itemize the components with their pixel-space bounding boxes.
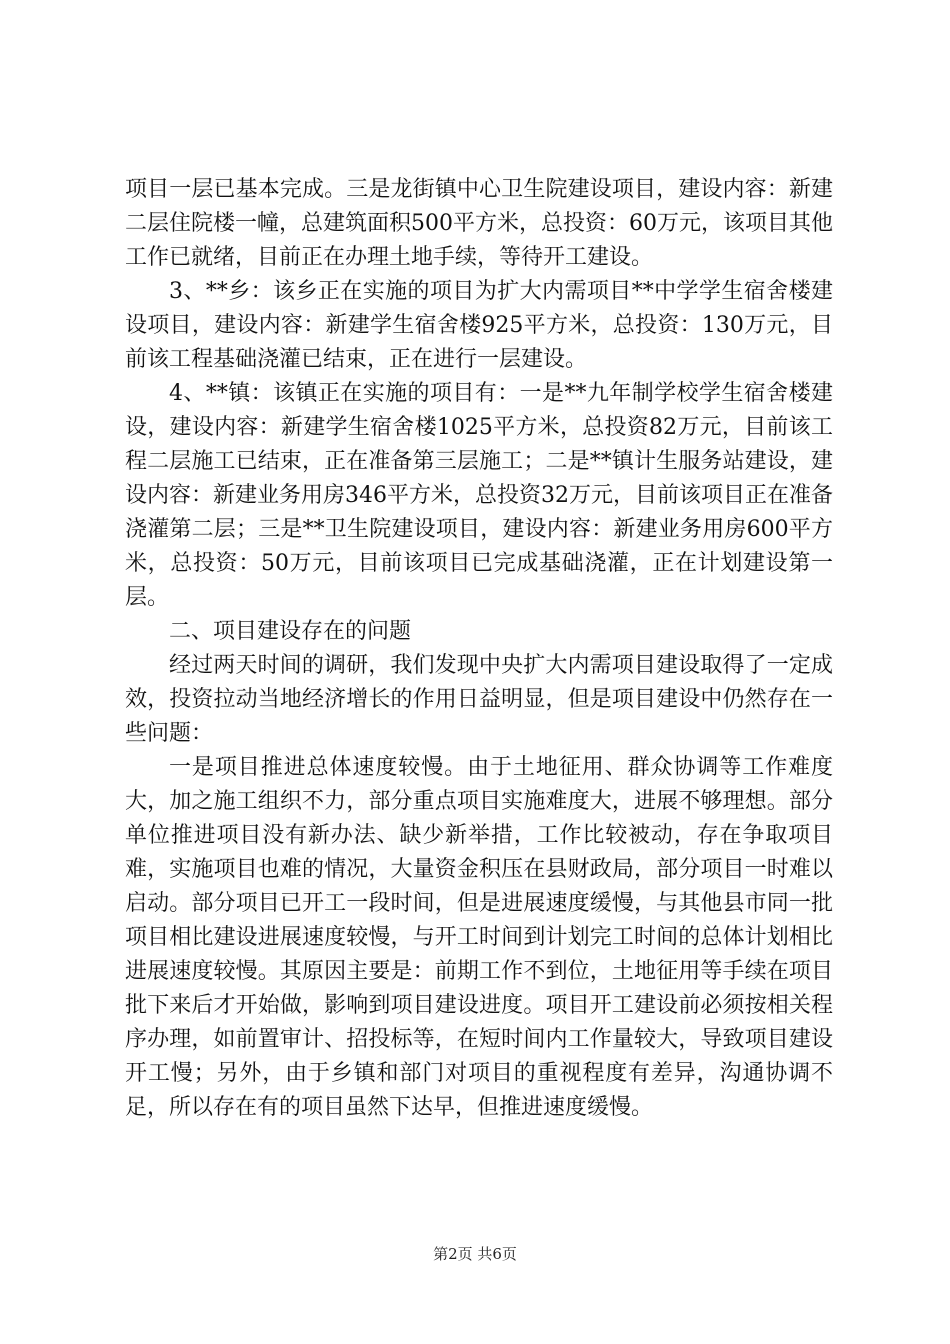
paragraph-problem-1: 一是项目推进总体速度较慢。由于土地征用、群众协调等工作难度大，加之施工组织不力，部分重点项目实施难度大，进展不够理想。部分单位推进项目没有新办法、缺少新举措，工作比较被动，存在争取项目难，实施项目也难的情况，大量资金积压在县财政局，部分项目一时难以启动。部分项目已开工一段时间，但是进展速度缓慢，与其他县市同一批项目相比建设进展速度较慢，与开工时间到计划完工时间的总体计划相比进展速度较慢。其原因主要是：前期工作不到位，土地征用等手续在项目批下来后才开始做，影响到项目建设进度。项目开工建设前必须按相关程序办理，如前置审计、招投标等，在短时间内工作量较大，导致项目建设开工慢；另外，由于乡镇和部门对项目的重视程度有差异，沟通协调不足，所以存在有的项目虽然下达早，但推进速度缓慢。 — [125, 755, 833, 1120]
paragraph-project-continuation: 项目一层已基本完成。三是龙街镇中心卫生院建设项目，建设内容：新建二层住院楼一幢，总建筑面积500平方米，总投资：60万元，该项目其他工作已就绪，目前正在办理土地手续，等待开工建设。 — [125, 177, 833, 270]
page-number-label: 第2页 共6页 — [433, 1245, 517, 1263]
document-body — [125, 173, 833, 1125]
paragraph-township-3: 3、**乡：该乡正在实施的项目为扩大内需项目**中学学生宿舍楼建设项目，建设内容：新建学生宿舍楼925平方米，总投资：130万元，目前该工程基础浇灌已结束，正在进行一层建设。 — [125, 279, 833, 372]
section-heading-problems: 二、项目建设存在的问题 — [169, 619, 412, 644]
paragraph-research-summary: 经过两天时间的调研，我们发现中央扩大内需项目建设取得了一定成效，投资拉动当地经济增长的作用日益明显，但是项目建设中仍然存在一些问题： — [125, 653, 833, 746]
page-footer — [0, 1244, 950, 1264]
paragraph-town-4: 4、**镇：该镇正在实施的项目有：一是**九年制学校学生宿舍楼建设，建设内容：新建学生宿舍楼1025平方米，总投资82万元，目前该工程二层施工已结束，正在准备第三层施工；二是**镇计生服务站建设，建设内容：新建业务用房346平方米，总投资32万元，目前该项目正在准备浇灌第二层；三是**卫生院建设项目，建设内容：新建业务用房600平方米，总投资：50万元，目前该项目已完成基础浇灌，正在计划建设第一层。 — [125, 381, 833, 610]
